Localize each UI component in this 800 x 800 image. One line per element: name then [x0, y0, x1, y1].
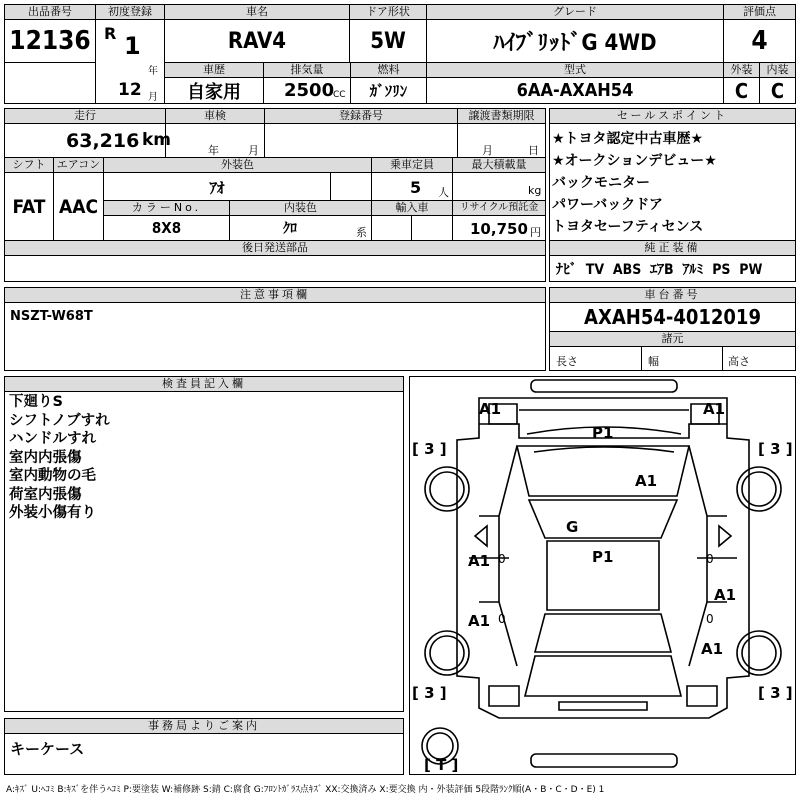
transfer-month-unit: 月 [482, 144, 493, 157]
sales-point: トヨタセーフティセンス [552, 219, 704, 235]
length-label: 長さ [556, 355, 578, 368]
transfer-day-unit: 日 [528, 144, 539, 157]
kei-unit: 系 [356, 226, 367, 239]
tire-mark: [ T ] [424, 756, 459, 774]
equipment-label: 純正装備 [550, 241, 795, 256]
inspector-line: ハンドルすれ [9, 431, 96, 447]
interior-color-label: 内装色 [230, 201, 371, 216]
insp-year-unit: 年 [208, 144, 219, 157]
first-reg-month: 12 [118, 80, 142, 100]
shift: FAT [12, 196, 46, 218]
width-label: 幅 [648, 355, 659, 368]
color-no: 8X8 [151, 219, 182, 237]
ac: AAC [58, 196, 98, 218]
chassis-number: AXAH54-4012019 [584, 305, 761, 329]
shift-label: シフト [5, 158, 53, 173]
score: 4 [751, 26, 768, 56]
door-type: 5W [370, 28, 406, 54]
damage-mark: A1 [701, 640, 724, 658]
load-label: 最大積載量 [453, 158, 545, 173]
sales-points-label: セールスポイント [550, 109, 795, 124]
recycle-fee: 10,750 [470, 220, 528, 238]
door-label: ドア形状 [350, 5, 426, 20]
ext-label: 外装 [724, 63, 759, 78]
yen-unit: 円 [530, 226, 541, 239]
notes-label: 注意事項欄 [5, 288, 545, 303]
capacity: 5 [410, 178, 422, 197]
displacement-label: 排気量 [264, 63, 350, 78]
int-grade: C [770, 78, 785, 103]
first-reg-year: 1 [124, 32, 141, 60]
inspector-line: 下廻りS [9, 394, 63, 410]
first-reg-label: 初度登録 [96, 5, 164, 20]
damage-mark: A1 [468, 612, 491, 630]
ext-grade: C [734, 78, 749, 103]
inspector-line: 室内内張傷 [9, 449, 82, 466]
inspector-notes [9, 393, 110, 523]
car-name: RAV4 [227, 28, 287, 54]
damage-mark: G [566, 518, 579, 536]
damage-mark: P1 [592, 424, 614, 442]
equipment-item: ﾅﾋﾞ [556, 262, 577, 278]
int-label: 内装 [760, 63, 795, 78]
zero-mark: 0 [498, 612, 506, 626]
tire-mark: [ 3 ] [758, 684, 793, 702]
inspector-label: 検査員記入欄 [5, 377, 403, 392]
equipment-item: ｱﾙﾐ [682, 262, 704, 278]
equipment-item: PS [712, 262, 731, 278]
office-text: キーケース [10, 740, 85, 758]
sales-point: バックモニター [552, 175, 650, 191]
damage-mark: A1 [635, 472, 658, 490]
color-no-label: カラーNo. [104, 201, 229, 216]
spec-label: 諸元 [550, 331, 795, 347]
km-unit: km [142, 130, 172, 150]
damage-mark: A1 [479, 400, 502, 418]
equipment-list [556, 259, 762, 279]
import-label: 輸入車 [372, 201, 452, 216]
cc-unit: CC [333, 90, 346, 100]
tire-mark: [ 3 ] [758, 440, 793, 458]
legend: A:ｷｽﾞ U:ﾍｺﾐ B:ｷｽﾞを伴うﾍｺﾐ P:要塗装 W:補修跡 S:錆 C:腐食 G:ﾌﾛﾝﾄｶﾞﾗｽ点ｷｽﾞ XX:交換済み X:要交換 内・外装評価 5段階ﾗﾝｸ順(A・B・C・D・E) 1 [6, 785, 605, 795]
score-label: 評価点 [724, 5, 795, 20]
sales-point: ★オークションデビュー★ [552, 153, 717, 169]
car-name-label: 車名 [165, 5, 349, 20]
equipment-item: PW [739, 262, 763, 278]
month-unit: 月 [148, 92, 158, 103]
mileage: 63,216 [66, 130, 140, 152]
zero-mark: 0 [706, 552, 714, 566]
kg-unit: kg [528, 184, 542, 197]
office-label: 事務局よりご案内 [5, 719, 403, 734]
history: 自家用 [187, 81, 241, 103]
tire-mark: [ 3 ] [412, 440, 447, 458]
inspector-line: シフトノブすれ [9, 412, 110, 429]
fuel-label: 燃料 [351, 63, 426, 78]
inspection-label: 車検 [166, 109, 264, 124]
tire-mark: [ 3 ] [412, 684, 447, 702]
color-label: 外装色 [104, 158, 371, 173]
capacity-label: 乗車定員 [372, 158, 452, 173]
era: R [104, 24, 117, 43]
model: 6AA-AXAH54 [516, 80, 634, 101]
recycle-label: リサイクル預託金 [453, 201, 545, 216]
inspector-line: 荷室内張傷 [9, 486, 82, 503]
transfer-label: 譲渡書類期限 [458, 109, 545, 124]
inspector-line: 外装小傷有り [9, 505, 96, 521]
equipment-item: TV [585, 262, 605, 278]
later-parts-label: 後日発送部品 [5, 241, 545, 256]
damage-mark: P1 [592, 548, 614, 566]
lot-number: 12136 [9, 26, 91, 56]
displacement: 2500 [284, 80, 335, 101]
inspector-line: 室内動物の毛 [9, 468, 96, 484]
damage-mark: A1 [703, 400, 726, 418]
ac-label: エアコン [54, 158, 103, 173]
person-unit: 人 [438, 186, 449, 199]
chassis-label: 車台番号 [550, 288, 795, 303]
color: ｱｵ [209, 178, 225, 197]
model-label: 型式 [427, 63, 723, 78]
sales-point: パワーバックドア [552, 197, 663, 213]
year-unit: 年 [148, 66, 158, 77]
sales-point: ★トヨタ認定中古車歴★ [552, 131, 704, 147]
reg-no-label: 登録番号 [265, 109, 457, 124]
equipment-item: ｴｱB [650, 262, 674, 278]
lot-label: 出品番号 [5, 5, 95, 20]
interior-color: ｸﾛ [283, 221, 297, 237]
zero-mark: 0 [706, 612, 714, 626]
sales-points-list [552, 128, 717, 238]
grade-label: グレード [427, 5, 723, 20]
damage-mark: A1 [714, 586, 737, 604]
fuel: ｶﾞｿﾘﾝ [369, 82, 408, 100]
notes-text: NSZT-W68T [10, 309, 93, 324]
mileage-label: 走行 [5, 109, 165, 124]
grade: ﾊｲﾌﾞﾘｯﾄﾞG 4WD [493, 30, 657, 56]
zero-mark: 0 [498, 552, 506, 566]
insp-month-unit: 月 [248, 144, 259, 157]
damage-mark: A1 [468, 552, 491, 570]
equipment-item: ABS [612, 262, 642, 278]
height-label: 高さ [728, 355, 750, 368]
history-label: 車歴 [165, 63, 263, 78]
